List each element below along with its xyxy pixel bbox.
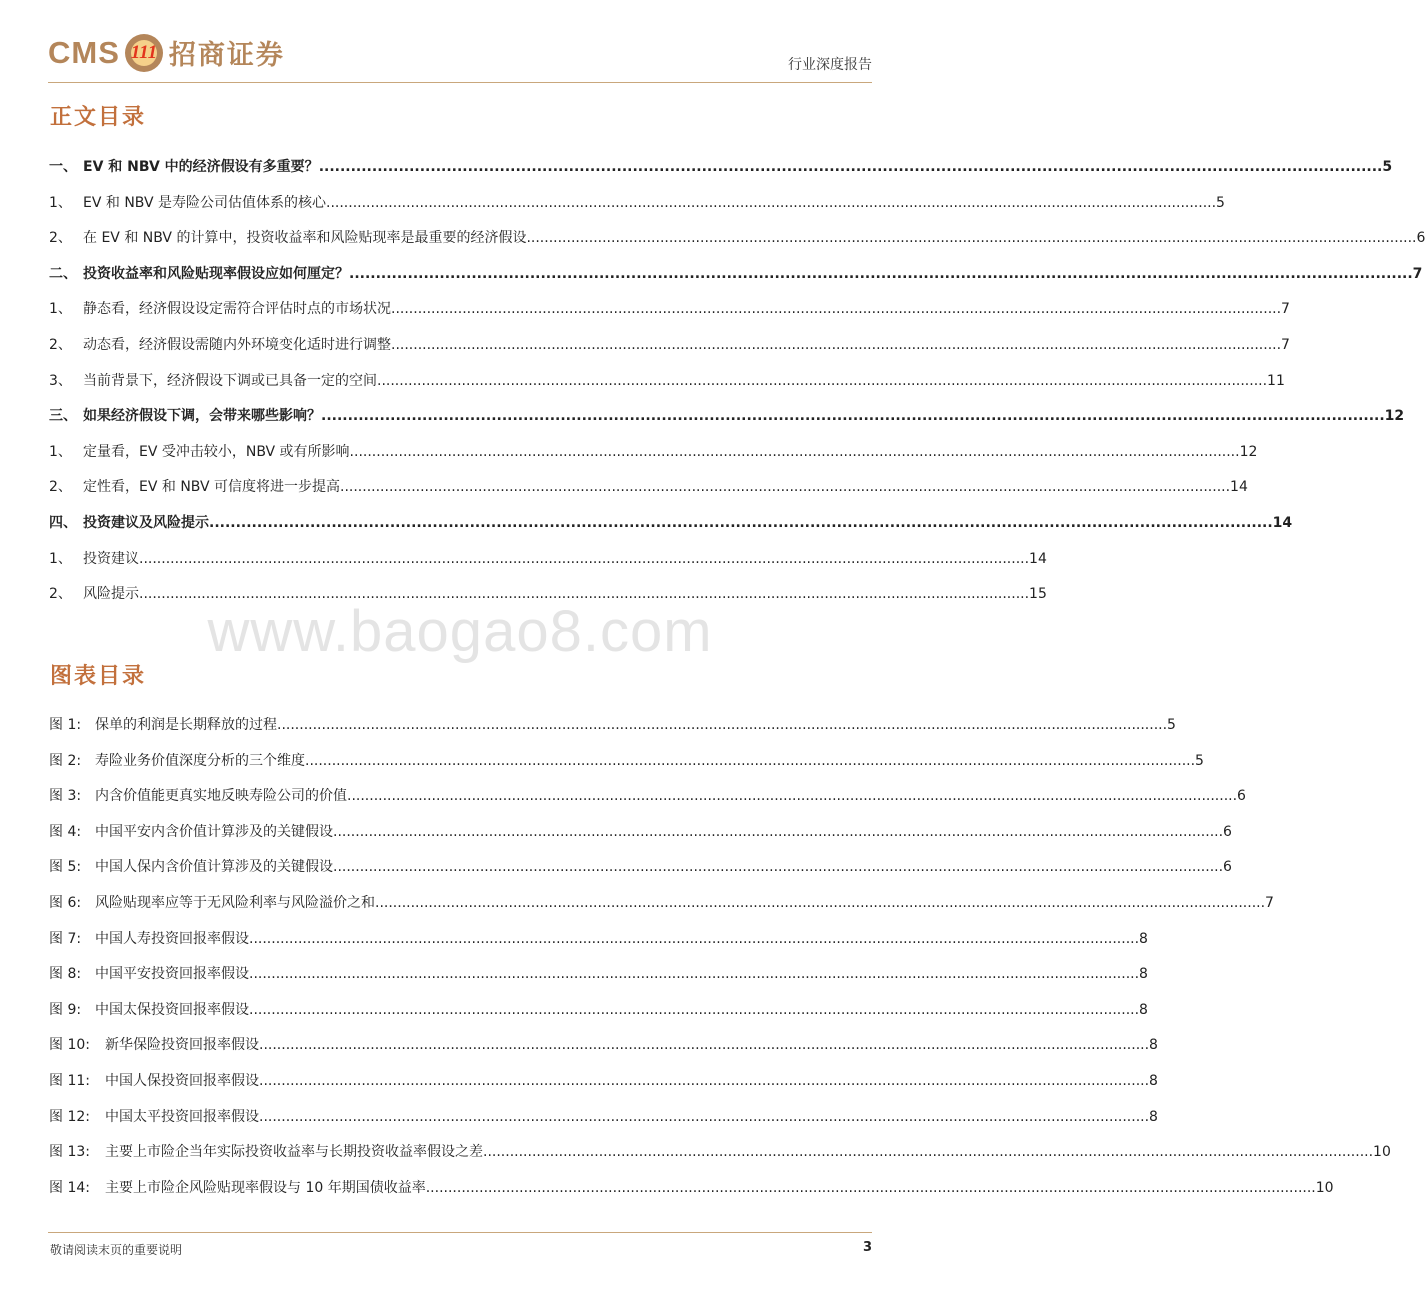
figure-entry-number: 图 7: [49, 930, 82, 947]
figure-entry-page: 6 [1237, 788, 1246, 805]
figure-entry-text: 主要上市险企当年实际投资收益率与长期投资收益率假设之差 [105, 1144, 483, 1161]
toc-entry-text: 在 EV 和 NBV 的计算中，投资收益率和风险贴现率是最重要的经济假设 [83, 230, 527, 247]
footer-note: 敬请阅读末页的重要说明 [50, 1243, 183, 1257]
figure-leader-dots: ........................................................................................................................................................................................................ [375, 895, 1266, 911]
figure-entry-text: 中国平安投资回报率假设 [95, 966, 249, 983]
figure-entry-number: 图 2: [49, 752, 82, 769]
figure-leader-dots: ........................................................................................................................................................................................................ [483, 1144, 1374, 1161]
toc-entry-text: EV 和 NBV 中的经济假设有多重要？ [83, 159, 319, 175]
toc-leader-dots: ........................................................................................................................................................................................................ [377, 372, 1268, 389]
toc-entry-page: 5 [1216, 194, 1225, 211]
toc-entry[interactable] [49, 264, 1423, 284]
figure-entry-number: 图 9: [49, 1001, 82, 1018]
figure-entry-text: 中国太保投资回报率假设 [95, 1001, 249, 1018]
figure-entry-page: 8 [1139, 930, 1148, 947]
figure-entry[interactable] [49, 1035, 1158, 1055]
toc-leader-dots: ........................................................................................................................................................................................................ [349, 265, 1413, 282]
logo-emblem-mark: 111 [131, 40, 157, 66]
footer-divider [48, 1232, 872, 1233]
figure-entry-page: 8 [1149, 1108, 1158, 1125]
figure-entry[interactable] [49, 893, 1274, 913]
toc-entry-text: 投资建议 [83, 550, 139, 567]
figure-leader-dots: ........................................................................................................................................................................................................ [249, 966, 1140, 983]
toc-leader-dots: ........................................................................................................................................................................................................ [321, 408, 1385, 425]
toc-entry[interactable] [49, 442, 1258, 462]
toc-entry-number: 1、 [49, 443, 72, 460]
toc-entry-text: 动态看，经济假设需随内外环境变化适时进行调整 [83, 337, 391, 353]
toc-entry[interactable] [49, 157, 1393, 177]
figure-entry-page: 5 [1195, 752, 1204, 769]
figure-entry[interactable] [49, 857, 1232, 877]
figure-leader-dots: ........................................................................................................................................................................................................ [259, 1037, 1150, 1054]
figure-entry-number: 图 5: [49, 859, 82, 876]
toc-leader-dots: ........................................................................................................................................................................................................ [391, 337, 1282, 353]
toc-entry-page: 14 [1230, 479, 1248, 496]
page-header [48, 30, 872, 83]
figure-entry-page: 8 [1139, 1001, 1148, 1018]
figure-entry-text: 内含价值能更真实地反映寿险公司的价值 [95, 788, 347, 805]
toc-entry-page: 11 [1267, 372, 1285, 389]
logo-chinese-name: 招商证券 [168, 40, 285, 71]
toc-leader-dots: ........................................................................................................................................................................................................ [139, 586, 1030, 603]
logo-cms-text: CMS [48, 34, 120, 70]
figure-entry-text: 风险贴现率应等于无风险利率与风险溢价之和 [95, 895, 375, 911]
toc-entry-page: 12 [1384, 408, 1405, 425]
figure-leader-dots: ........................................................................................................................................................................................................ [259, 1073, 1150, 1089]
figure-list-title: 图表目录 [50, 663, 147, 689]
figure-entry-number: 图 6: [49, 895, 82, 911]
figure-entry[interactable] [49, 751, 1204, 771]
toc-entry-number: 1、 [49, 550, 72, 567]
figure-entry-text: 保单的利润是长期释放的过程 [95, 717, 277, 733]
toc-entry-text: 投资收益率和风险贴现率假设应如何厘定？ [83, 265, 349, 282]
figure-leader-dots: ........................................................................................................................................................................................................ [333, 823, 1224, 840]
toc-leader-dots: ........................................................................................................................................................................................................ [326, 194, 1217, 211]
toc-entry-page: 14 [1272, 515, 1293, 531]
figure-entry-number: 图 12: [49, 1108, 90, 1125]
figure-entry-text: 中国太平投资回报率假设 [105, 1108, 259, 1125]
toc-leader-dots: ........................................................................................................................................................................................................ [139, 550, 1030, 567]
figure-entry-text: 中国人保投资回报率假设 [105, 1073, 259, 1089]
figure-entry-text: 寿险业务价值深度分析的三个维度 [95, 752, 305, 769]
figure-entry[interactable] [49, 929, 1148, 949]
figure-entry[interactable] [49, 786, 1246, 806]
figure-leader-dots: ........................................................................................................................................................................................................ [333, 859, 1224, 876]
toc-entry-text: 投资建议及风险提示 [83, 515, 209, 531]
figure-entry[interactable] [49, 1178, 1334, 1198]
toc-entry-number: 三、 [49, 408, 77, 425]
figure-entry-page: 8 [1149, 1073, 1158, 1089]
figure-entry-page: 7 [1265, 895, 1274, 911]
toc-entry-number: 1、 [49, 301, 72, 318]
toc-entry[interactable] [49, 477, 1248, 497]
figure-entry-text: 主要上市险企风险贴现率假设与 10 年期国债收益率 [105, 1179, 426, 1196]
figure-leader-dots: ........................................................................................................................................................................................................ [305, 752, 1196, 769]
toc-entry[interactable] [49, 299, 1290, 319]
figure-entry[interactable] [49, 1071, 1158, 1091]
toc-entry-page: 6 [1416, 230, 1425, 247]
figure-entry[interactable] [49, 1142, 1391, 1162]
figure-entry-page: 10 [1373, 1144, 1391, 1161]
figure-entry-page: 6 [1223, 823, 1232, 840]
figure-leader-dots: ........................................................................................................................................................................................................ [347, 788, 1238, 805]
toc-entry-page: 15 [1029, 586, 1047, 603]
watermark: www.baogao8.com [207, 599, 713, 664]
figure-entry-number: 图 4: [49, 823, 82, 840]
toc-entry-page: 7 [1412, 265, 1423, 282]
toc-entry-page: 14 [1029, 550, 1047, 567]
figure-entry-page: 8 [1149, 1037, 1158, 1054]
figure-entry-number: 图 13: [49, 1144, 90, 1161]
logo-emblem-icon [125, 34, 163, 72]
toc-entry-number: 二、 [49, 265, 77, 282]
toc-leader-dots: ........................................................................................................................................................................................................ [318, 159, 1383, 175]
toc-entry-number: 2、 [49, 586, 72, 603]
toc-entry-page: 5 [1382, 159, 1393, 175]
figure-entry-number: 图 8: [49, 966, 82, 983]
toc-entry[interactable] [49, 193, 1225, 213]
toc-entry[interactable] [49, 228, 1425, 248]
toc-entry-number: 3、 [49, 372, 72, 389]
toc-entry[interactable] [49, 513, 1293, 533]
figure-entry-number: 图 3: [49, 788, 82, 805]
figure-entry-text: 中国人寿投资回报率假设 [95, 930, 249, 947]
figure-entry-text: 新华保险投资回报率假设 [105, 1037, 259, 1054]
figure-entry-number: 图 11: [49, 1073, 90, 1089]
toc-leader-dots: ........................................................................................................................................................................................................ [526, 230, 1417, 247]
toc-entry[interactable] [49, 549, 1047, 569]
toc-entry-text: 风险提示 [83, 586, 139, 603]
toc-entry-page: 7 [1281, 337, 1290, 353]
toc-entry-text: EV 和 NBV 是寿险公司估值体系的核心 [83, 194, 326, 211]
figure-entry-number: 图 1: [49, 717, 82, 733]
toc-entry-page: 7 [1281, 301, 1290, 318]
document-type: 行业深度报告 [788, 57, 872, 73]
figure-entry-page: 5 [1167, 717, 1176, 733]
figure-leader-dots: ........................................................................................................................................................................................................ [259, 1108, 1150, 1125]
toc-entry-text: 定性看，EV 和 NBV 可信度将进一步提高 [83, 479, 340, 496]
figure-entry-page: 8 [1139, 966, 1148, 983]
figure-entry-text: 中国人保内含价值计算涉及的关键假设 [95, 859, 333, 876]
figure-entry[interactable] [49, 1107, 1158, 1127]
toc-entry-number: 四、 [49, 515, 77, 531]
figure-entry[interactable] [49, 964, 1148, 984]
toc-title: 正文目录 [50, 104, 147, 130]
figure-entry-text: 中国平安内含价值计算涉及的关键假设 [95, 823, 333, 840]
toc-entry[interactable] [49, 335, 1290, 355]
toc-entry-number: 1、 [49, 194, 72, 211]
toc-leader-dots: ........................................................................................................................................................................................................ [349, 443, 1240, 460]
toc-entry-page: 12 [1239, 443, 1258, 460]
toc-entry-text: 如果经济假设下调，会带来哪些影响？ [83, 408, 321, 425]
toc-leader-dots: ........................................................................................................................................................................................................ [391, 301, 1282, 318]
figure-entry[interactable] [49, 822, 1232, 842]
figure-entry[interactable] [49, 715, 1176, 735]
toc-entry[interactable] [49, 406, 1405, 426]
toc-leader-dots: ........................................................................................................................................................................................................ [209, 515, 1273, 531]
toc-entry-number: 一、 [49, 159, 77, 175]
page-number: 3 [862, 1240, 872, 1255]
figure-entry[interactable] [49, 1000, 1148, 1020]
figure-leader-dots: ........................................................................................................................................................................................................ [425, 1179, 1316, 1196]
figure-entry-number: 图 14: [49, 1179, 90, 1196]
toc-entry-text: 当前背景下，经济假设下调或已具备一定的空间 [83, 372, 377, 389]
cms-logo [48, 33, 285, 72]
toc-entry[interactable] [49, 371, 1285, 391]
figure-leader-dots: ........................................................................................................................................................................................................ [249, 1001, 1140, 1018]
toc-entry-number: 2、 [49, 337, 72, 353]
figure-entry-number: 图 10: [49, 1037, 90, 1054]
figure-entry-page: 10 [1315, 1179, 1334, 1196]
toc-entry-text: 静态看，经济假设设定需符合评估时点的市场状况 [83, 301, 391, 318]
toc-leader-dots: ........................................................................................................................................................................................................ [340, 479, 1231, 496]
toc-entry-number: 2、 [49, 479, 72, 496]
toc-entry-number: 2、 [49, 230, 72, 247]
figure-leader-dots: ........................................................................................................................................................................................................ [249, 930, 1140, 947]
figure-leader-dots: ........................................................................................................................................................................................................ [277, 717, 1168, 733]
figure-entry-page: 6 [1223, 859, 1232, 876]
toc-entry-text: 定量看，EV 受冲击较小，NBV 或有所影响 [83, 443, 350, 460]
